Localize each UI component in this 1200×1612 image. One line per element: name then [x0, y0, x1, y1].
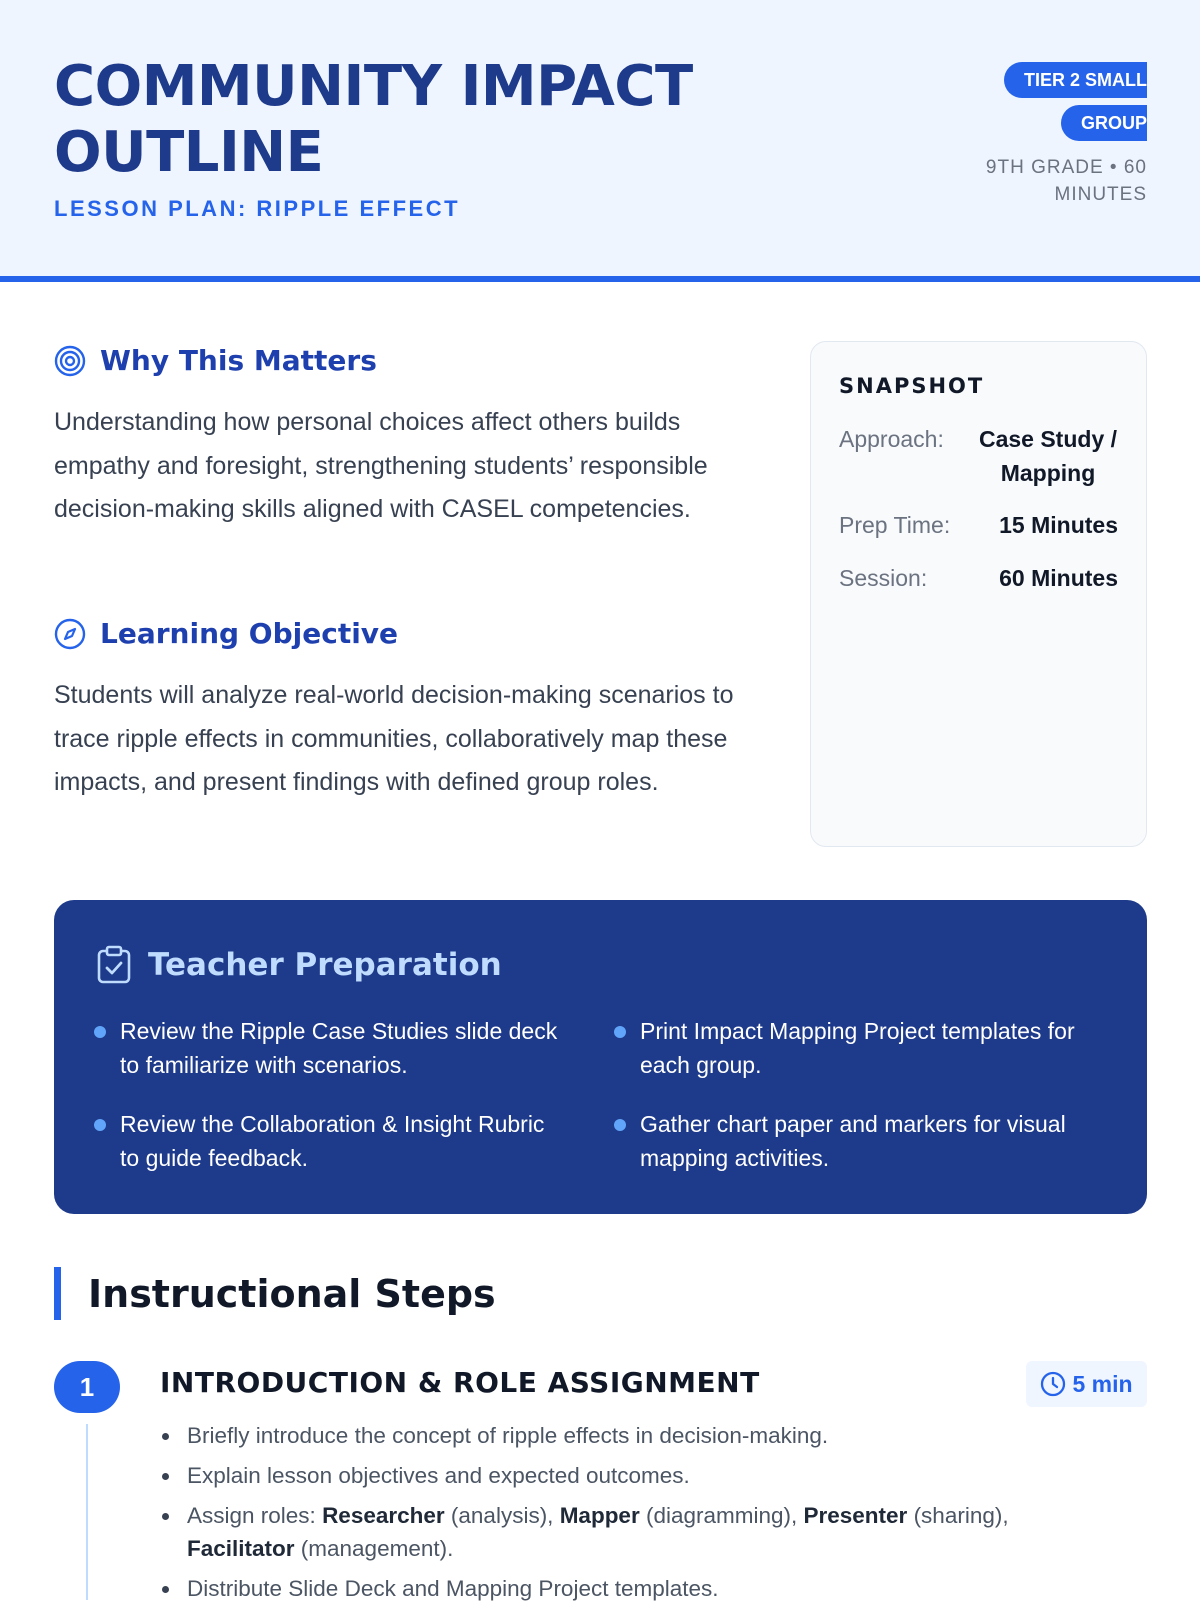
step-number: 1 — [54, 1361, 120, 1413]
prep-heading — [96, 945, 502, 985]
steps-title: Instructional Steps — [88, 1271, 496, 1316]
page-title — [54, 54, 693, 186]
objective-title: Learning Objective — [100, 617, 399, 650]
role-researcher: Researcher — [322, 1503, 445, 1528]
role-desc: (diagramming), — [639, 1503, 804, 1528]
step-time: 5 min — [1072, 1370, 1133, 1397]
page-subtitle: LESSON PLAN: RIPPLE EFFECT — [54, 196, 461, 221]
why-heading — [54, 344, 377, 377]
snapshot-card — [810, 341, 1147, 847]
bullet-dot — [614, 1119, 626, 1131]
list-item — [160, 1499, 1110, 1565]
grade-duration: 9TH GRADE • 60 MINUTES — [985, 157, 1147, 205]
snapshot-row-approach — [839, 422, 1118, 490]
snapshot-value: Case Study / Mapping — [978, 426, 1118, 486]
prep-item — [614, 1014, 1084, 1082]
bullet-dot — [614, 1026, 626, 1038]
target-icon — [54, 345, 86, 377]
list-item: Explain lesson objectives and expected outcomes. — [160, 1459, 1110, 1492]
prep-item-text: Gather chart paper and markers for visual mapping activities. — [640, 1111, 1066, 1171]
step-time-chip — [1026, 1361, 1147, 1407]
prep-item — [94, 1014, 564, 1082]
why-title: Why This Matters — [100, 344, 377, 377]
page-header — [0, 0, 1200, 282]
objective-text: Students will analyze real-world decision-making scenarios to trace ripple effects in communities, collaboratively map these impacts, and present findings with defined group roles. — [54, 681, 734, 796]
snapshot-title: SNAPSHOT — [839, 374, 985, 398]
compass-icon — [54, 618, 86, 650]
snapshot-value: 60 Minutes — [999, 565, 1118, 591]
clipboard-check-icon — [96, 945, 132, 985]
prep-item-text: Review the Ripple Case Studies slide deck to familiarize with scenarios. — [120, 1018, 558, 1078]
tier-badge-wrap — [987, 59, 1147, 145]
role-facilitator: Facilitator — [187, 1536, 295, 1561]
snapshot-key: Session: — [839, 565, 928, 591]
objective-heading — [54, 617, 398, 650]
clock-icon — [1040, 1371, 1066, 1397]
title-line-2: OUTLINE — [54, 120, 324, 185]
snapshot-key: Prep Time: — [839, 512, 951, 538]
snapshot-row-session — [839, 561, 1118, 595]
prep-title: Teacher Preparation — [148, 947, 502, 983]
role-desc: (management). — [294, 1536, 454, 1561]
list-item: Distribute Slide Deck and Mapping Project templates. — [160, 1572, 1110, 1605]
prep-item-text: Review the Collaboration & Insight Rubric to guide feedback. — [120, 1111, 545, 1171]
role-desc: (analysis), — [444, 1503, 560, 1528]
bullet-dot — [94, 1026, 106, 1038]
role-presenter: Presenter — [803, 1503, 908, 1528]
title-line-1: COMMUNITY IMPACT — [54, 54, 693, 119]
snapshot-value: 15 Minutes — [999, 512, 1118, 538]
bullet-dot — [94, 1119, 106, 1131]
snapshot-key: Approach: — [839, 426, 944, 452]
role-mapper: Mapper — [559, 1503, 640, 1528]
step-bullets — [160, 1419, 1110, 1612]
list-item: Briefly introduce the concept of ripple effects in decision-making. — [160, 1419, 1110, 1452]
roles-prefix: Assign roles: — [187, 1503, 323, 1528]
role-desc: (sharing), — [907, 1503, 1009, 1528]
step-title: INTRODUCTION & ROLE ASSIGNMENT — [160, 1366, 760, 1399]
prep-item-text: Print Impact Mapping Project templates for each group. — [640, 1018, 1075, 1078]
snapshot-row-prep — [839, 508, 1118, 542]
step-timeline — [86, 1424, 88, 1600]
steps-heading — [54, 1267, 496, 1320]
prep-item — [614, 1107, 1084, 1175]
tier-badge: TIER 2 SMALL GROUP — [1004, 62, 1147, 141]
teacher-prep-panel — [54, 900, 1147, 1214]
prep-item — [94, 1107, 564, 1175]
why-text: Understanding how personal choices affect others builds empathy and foresight, strengthening students’ responsible decision-making skills aligned with CASEL competencies. — [54, 408, 708, 523]
